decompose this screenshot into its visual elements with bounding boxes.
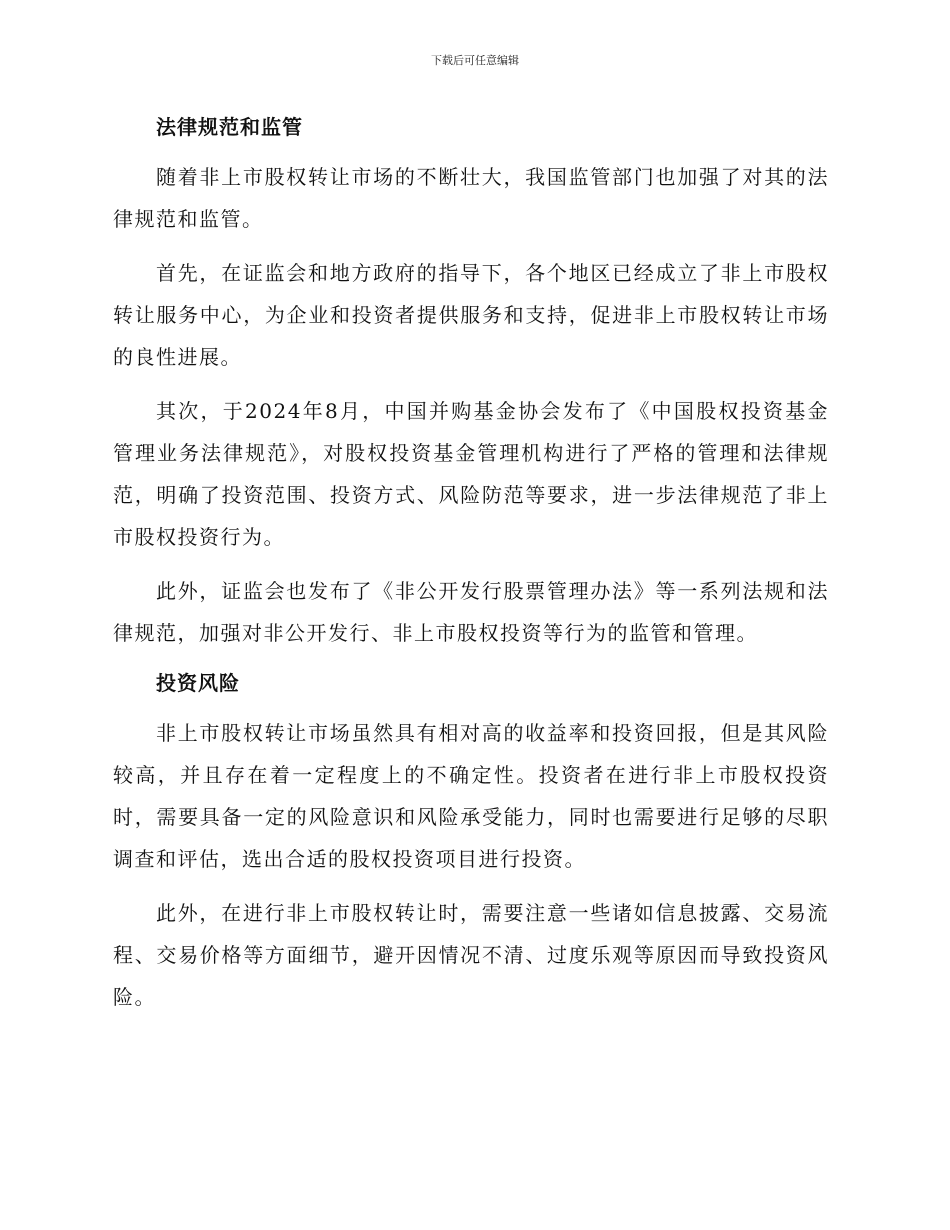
paragraph: 此外，在进行非上市股权转让时，需要注意一些诸如信息披露、交易流程、交易价格等方面细节，避开因情况不清、过度乐观等原因而导致投资风险。 xyxy=(113,901,829,1009)
section-heading-legal: 法律规范和监管 xyxy=(156,115,303,139)
section-heading-risk: 投资风险 xyxy=(156,671,240,695)
page-header-note: 下载后可任意编辑 xyxy=(431,54,519,67)
paragraph: 非上市股权转让市场虽然具有相对高的收益率和投资回报，但是其风险较高，并且存在着一定程度上的不确定性。投资者在进行非上市股权投资时，需要具备一定的风险意识和风险承受能力，同时也需要进行足够的尽职调查和评估，选出合适的股权投资项目进行投资。 xyxy=(113,721,829,871)
paragraph: 此外，证监会也发布了《非公开发行股票管理办法》等一系列法规和法律规范，加强对非公开发行、非上市股权投资等行为的监管和管理。 xyxy=(113,579,829,645)
paragraph: 其次，于2024年8月，中国并购基金协会发布了《中国股权投资基金管理业务法律规范》，对股权投资基金管理机构进行了严格的管理和法律规范，明确了投资范围、投资方式、风险防范等要求，进一步法律规范了非上市股权投资行为。 xyxy=(113,399,829,549)
paragraph: 首先，在证监会和地方政府的指导下，各个地区已经成立了非上市股权转让服务中心，为企业和投资者提供服务和支持，促进非上市股权转让市场的良性进展。 xyxy=(113,261,829,369)
document-body xyxy=(113,110,829,1030)
paragraph: 随着非上市股权转让市场的不断壮大，我国监管部门也加强了对其的法律规范和监管。 xyxy=(113,165,829,231)
